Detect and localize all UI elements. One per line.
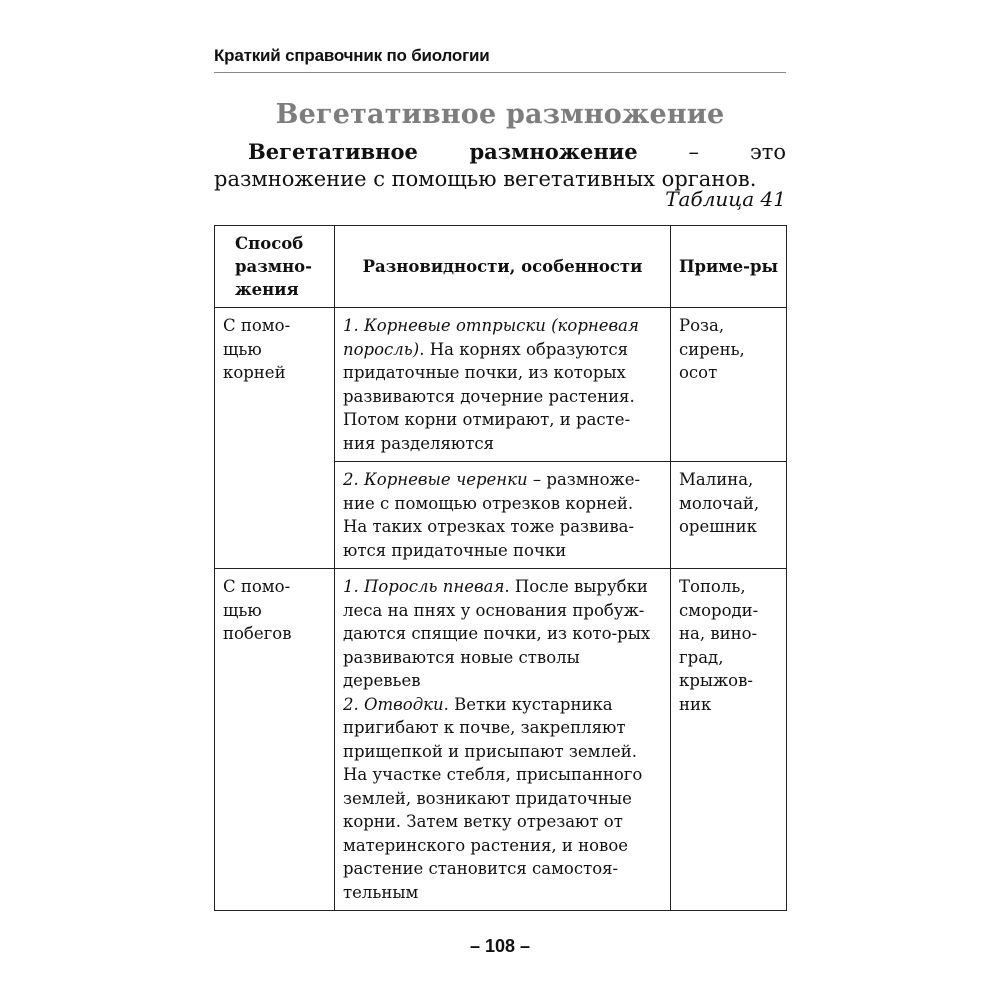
variety-term: 2. Корневые черенки — [343, 470, 528, 489]
examples-cell: Роза, сирень, осот — [671, 308, 787, 462]
definition-text: – это размножение с помощью вегетативных органов. — [214, 140, 786, 191]
variety-term: 1. Корневые отпрыски (корневая поросль) — [343, 316, 639, 359]
definition-paragraph — [214, 138, 786, 193]
reproduction-table — [214, 225, 787, 911]
header-rule — [214, 72, 786, 73]
variety-cell — [335, 462, 671, 569]
variety-term: 1. Поросль пневая — [343, 577, 505, 596]
variety-text: . После вырубки леса на пнях у основания пробуж-даются спящие почки, из кото-рых развиваются новые стволы деревьев — [343, 577, 651, 690]
table-row — [215, 569, 787, 911]
examples-cell: Малина, молочай, орешник — [671, 462, 787, 569]
method-cell: С помо-щью корней — [215, 308, 335, 569]
variety-term: 2. Отводки — [343, 694, 444, 714]
definition-term: Вегетативное размножение — [248, 139, 638, 164]
table-row — [215, 308, 787, 462]
examples-cell: Тополь, смороди-на, вино-град, крыжов-ник — [671, 569, 787, 911]
variety-text: – размноже-ние с помощью отрезков корней. На таких отрезках тоже развива-ются придаточные почки — [343, 470, 641, 560]
section-title: Вегетативное размножение — [275, 99, 725, 130]
header-varieties: Разновидности, особенности — [335, 226, 671, 308]
variety-text: . Ветки кустарника пригибают к почве, закрепляют прищепкой и присыпают землей. На участке стебля, присыпанного землей, возникают придаточные корни. Затем ветку отрезают от материнского растения, и новое растение становится самостоя-тельным — [343, 694, 643, 902]
header-examples: Приме-ры — [671, 226, 787, 308]
header-method: Способ размно-жения — [215, 226, 335, 308]
running-head-title: Краткий справочник по биологии — [214, 46, 490, 65]
method-cell: С помо-щью побегов — [215, 569, 335, 911]
variety-text: . На корнях образуются придаточные почки, из которых развиваются дочерние растения. Потом корни отмирают, и расте-ния разделяются — [343, 339, 635, 453]
variety-cell — [335, 569, 671, 911]
variety-cell — [335, 308, 671, 462]
table-header-row — [215, 226, 787, 308]
page-number: – 108 – — [469, 936, 531, 956]
table-label: Таблица 41 — [665, 187, 786, 211]
